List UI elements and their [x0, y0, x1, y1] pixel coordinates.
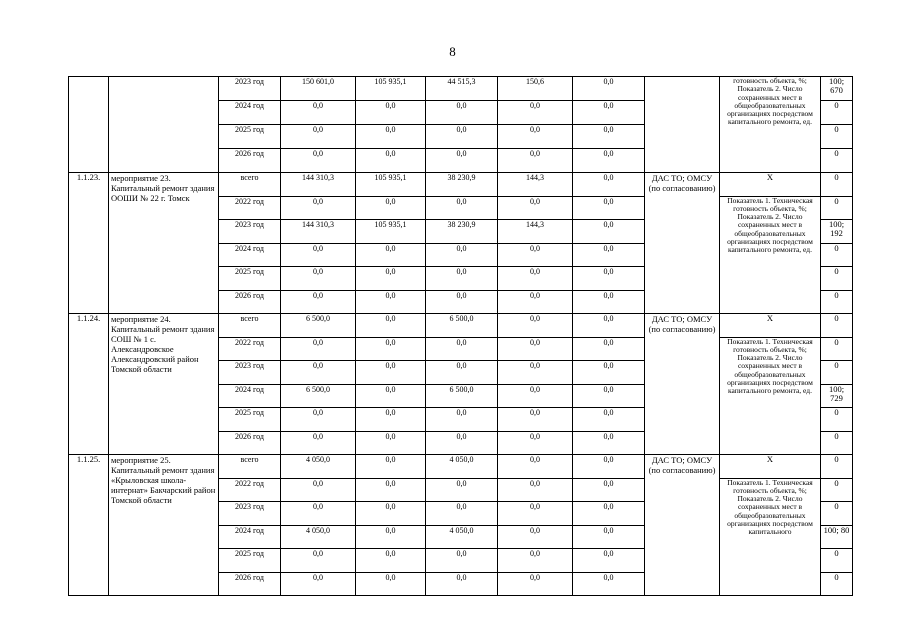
amount-cell-2: 0,0 [356, 337, 426, 361]
amount-cell-3: 0,0 [426, 431, 498, 455]
amount-cell-5: 0,0 [573, 549, 645, 573]
amount-cell-2: 0,0 [356, 408, 426, 432]
amount-cell-3: 0,0 [426, 149, 498, 173]
amount-cell-5: 0,0 [573, 408, 645, 432]
amount-cell-2: 0,0 [356, 384, 426, 408]
amount-cell-5: 0,0 [573, 314, 645, 338]
period-cell: 2023 год [219, 361, 281, 385]
period-cell: 2022 год [219, 337, 281, 361]
target-value-cell: 0 [821, 173, 853, 197]
amount-cell-1: 4 050,0 [281, 525, 356, 549]
amount-cell-4: 0,0 [498, 337, 573, 361]
amount-cell-1: 4 050,0 [281, 455, 356, 479]
amount-cell-5: 0,0 [573, 478, 645, 502]
period-cell: 2025 год [219, 549, 281, 573]
target-value-cell: 100; 80 [821, 525, 853, 549]
target-value-cell: 100; 670 [821, 77, 853, 101]
period-cell: 2025 год [219, 125, 281, 149]
amount-cell-5: 0,0 [573, 337, 645, 361]
amount-cell-2: 0,0 [356, 314, 426, 338]
amount-cell-3: 0,0 [426, 196, 498, 220]
amount-cell-4: 144,3 [498, 173, 573, 197]
amount-cell-3: 0,0 [426, 125, 498, 149]
executor-cell: ДАС ТО; ОМСУ (по согласованию) [645, 314, 720, 455]
period-cell: всего [219, 173, 281, 197]
amount-cell-4: 0,0 [498, 478, 573, 502]
amount-cell-3: 4 050,0 [426, 455, 498, 479]
amount-cell-5: 0,0 [573, 125, 645, 149]
target-value-cell: 0 [821, 243, 853, 267]
amount-cell-5: 0,0 [573, 384, 645, 408]
amount-cell-2: 0,0 [356, 196, 426, 220]
period-cell: всего [219, 314, 281, 338]
amount-cell-2: 105 935,1 [356, 220, 426, 244]
amount-cell-4: 0,0 [498, 431, 573, 455]
amount-cell-1: 0,0 [281, 502, 356, 526]
amount-cell-5: 0,0 [573, 267, 645, 291]
target-value-cell: 0 [821, 572, 853, 596]
amount-cell-4: 0,0 [498, 384, 573, 408]
amount-cell-3: 4 050,0 [426, 525, 498, 549]
target-value-cell: 100; 729 [821, 384, 853, 408]
table-body [69, 77, 853, 596]
table-row [69, 173, 853, 197]
target-value-cell: 0 [821, 549, 853, 573]
period-cell: 2024 год [219, 525, 281, 549]
amount-cell-3: 0,0 [426, 361, 498, 385]
amount-cell-3: 0,0 [426, 290, 498, 314]
amount-cell-1: 0,0 [281, 149, 356, 173]
amount-cell-2: 0,0 [356, 290, 426, 314]
amount-cell-2: 0,0 [356, 431, 426, 455]
indicator-2-text: Показатель 2. Число сохраненных мест в общеобразовательных организациях посредством капитального [727, 494, 813, 537]
amount-cell-1: 6 500,0 [281, 314, 356, 338]
amount-cell-1: 0,0 [281, 337, 356, 361]
target-value-cell: 0 [821, 478, 853, 502]
amount-cell-3: 6 500,0 [426, 314, 498, 338]
amount-cell-4: 0,0 [498, 196, 573, 220]
amount-cell-5: 0,0 [573, 525, 645, 549]
amount-cell-5: 0,0 [573, 220, 645, 244]
period-cell: 2026 год [219, 431, 281, 455]
amount-cell-5: 0,0 [573, 243, 645, 267]
amount-cell-3: 0,0 [426, 243, 498, 267]
amount-cell-1: 144 310,3 [281, 220, 356, 244]
period-cell: 2026 год [219, 290, 281, 314]
amount-cell-1: 144 310,3 [281, 173, 356, 197]
period-cell: всего [219, 455, 281, 479]
target-value-cell: 0 [821, 431, 853, 455]
row-number-cell: 1.1.25. [69, 455, 109, 596]
target-value-cell: 0 [821, 502, 853, 526]
amount-cell-1: 0,0 [281, 431, 356, 455]
row-number-cell: 1.1.23. [69, 173, 109, 314]
amount-cell-1: 0,0 [281, 572, 356, 596]
amount-cell-2: 0,0 [356, 267, 426, 291]
indicator-cell [720, 77, 821, 173]
target-value-cell: 0 [821, 455, 853, 479]
target-value-cell: 0 [821, 408, 853, 432]
amount-cell-1: 0,0 [281, 267, 356, 291]
target-value-cell: 0 [821, 196, 853, 220]
amount-cell-1: 0,0 [281, 196, 356, 220]
amount-cell-4: 0,0 [498, 455, 573, 479]
measure-description-cell: мероприятие 23. Капитальный ремонт здания ООШИ № 22 г. Томск [109, 173, 219, 314]
amount-cell-2: 0,0 [356, 549, 426, 573]
period-cell: 2024 год [219, 384, 281, 408]
amount-cell-5: 0,0 [573, 455, 645, 479]
period-cell: 2023 год [219, 220, 281, 244]
row-number-cell [69, 77, 109, 173]
amount-cell-4: 0,0 [498, 502, 573, 526]
amount-cell-2: 0,0 [356, 525, 426, 549]
amount-cell-3: 38 230,9 [426, 220, 498, 244]
indicator-1-text: Показатель 1. Техническая готовность объекта, %; [727, 196, 813, 213]
amount-cell-2: 0,0 [356, 125, 426, 149]
amount-cell-3: 0,0 [426, 101, 498, 125]
amount-cell-3: 6 500,0 [426, 384, 498, 408]
amount-cell-3: 0,0 [426, 502, 498, 526]
target-value-cell: 0 [821, 267, 853, 291]
target-value-cell: 100; 192 [821, 220, 853, 244]
amount-cell-3: 38 230,9 [426, 173, 498, 197]
amount-cell-2: 0,0 [356, 243, 426, 267]
amount-cell-5: 0,0 [573, 77, 645, 101]
measure-description-cell: мероприятие 25. Капитальный ремонт здания «Крыловская школа-интернат» Бакчарский район Томской области [109, 455, 219, 596]
target-value-cell: 0 [821, 314, 853, 338]
target-value-cell: 0 [821, 125, 853, 149]
x-mark-cell: X [720, 173, 821, 197]
amount-cell-2: 0,0 [356, 502, 426, 526]
amount-cell-5: 0,0 [573, 431, 645, 455]
period-cell: 2023 год [219, 502, 281, 526]
amount-cell-1: 0,0 [281, 478, 356, 502]
amount-cell-1: 0,0 [281, 549, 356, 573]
period-cell: 2022 год [219, 196, 281, 220]
row-number-cell: 1.1.24. [69, 314, 109, 455]
amount-cell-1: 0,0 [281, 408, 356, 432]
indicator-1-text: готовность объекта, %; [733, 76, 807, 85]
amount-cell-2: 0,0 [356, 455, 426, 479]
amount-cell-5: 0,0 [573, 502, 645, 526]
amount-cell-3: 0,0 [426, 408, 498, 432]
period-cell: 2023 год [219, 77, 281, 101]
amount-cell-1: 0,0 [281, 243, 356, 267]
period-cell: 2026 год [219, 149, 281, 173]
period-cell: 2024 год [219, 243, 281, 267]
amount-cell-5: 0,0 [573, 290, 645, 314]
executor-cell: ДАС ТО; ОМСУ (по согласованию) [645, 455, 720, 596]
amount-cell-2: 0,0 [356, 101, 426, 125]
amount-cell-2: 0,0 [356, 572, 426, 596]
target-value-cell: 0 [821, 149, 853, 173]
amount-cell-1: 0,0 [281, 361, 356, 385]
amount-cell-2: 105 935,1 [356, 173, 426, 197]
amount-cell-1: 0,0 [281, 101, 356, 125]
amount-cell-1: 0,0 [281, 290, 356, 314]
executor-cell: ДАС ТО; ОМСУ (по согласованию) [645, 173, 720, 314]
period-cell: 2025 год [219, 408, 281, 432]
amount-cell-2: 0,0 [356, 149, 426, 173]
amount-cell-3: 44 515,3 [426, 77, 498, 101]
amount-cell-4: 150,6 [498, 77, 573, 101]
amount-cell-5: 0,0 [573, 196, 645, 220]
amount-cell-4: 0,0 [498, 149, 573, 173]
amount-cell-4: 0,0 [498, 290, 573, 314]
x-mark-cell: X [720, 455, 821, 479]
table-row [69, 77, 853, 101]
amount-cell-2: 0,0 [356, 361, 426, 385]
target-value-cell: 0 [821, 361, 853, 385]
amount-cell-3: 0,0 [426, 549, 498, 573]
table-row [69, 455, 853, 479]
indicator-2-text: Показатель 2. Число сохраненных мест в общеобразовательных организациях посредством капитального ремонта, ед. [727, 84, 813, 127]
amount-cell-3: 0,0 [426, 572, 498, 596]
amount-cell-4: 0,0 [498, 243, 573, 267]
indicator-cell [720, 196, 821, 314]
indicator-2-text: Показатель 2. Число сохраненных мест в общеобразовательных организациях посредством капитального ремонта, ед. [727, 212, 813, 255]
period-cell: 2024 год [219, 101, 281, 125]
amount-cell-2: 105 935,1 [356, 77, 426, 101]
indicator-1-text: Показатель 1. Техническая готовность объекта, %; [727, 478, 813, 495]
period-cell: 2022 год [219, 478, 281, 502]
period-cell: 2025 год [219, 267, 281, 291]
amount-cell-3: 0,0 [426, 478, 498, 502]
amount-cell-3: 0,0 [426, 337, 498, 361]
amount-cell-2: 0,0 [356, 478, 426, 502]
amount-cell-4: 0,0 [498, 125, 573, 149]
amount-cell-5: 0,0 [573, 361, 645, 385]
amount-cell-4: 0,0 [498, 267, 573, 291]
amount-cell-4: 0,0 [498, 361, 573, 385]
indicator-cell [720, 337, 821, 455]
amount-cell-4: 0,0 [498, 572, 573, 596]
x-mark-cell: X [720, 314, 821, 338]
amount-cell-1: 0,0 [281, 125, 356, 149]
amount-cell-5: 0,0 [573, 149, 645, 173]
table-row [69, 314, 853, 338]
target-value-cell: 0 [821, 337, 853, 361]
amount-cell-4: 0,0 [498, 314, 573, 338]
amount-cell-5: 0,0 [573, 173, 645, 197]
period-cell: 2026 год [219, 572, 281, 596]
amount-cell-1: 150 601,0 [281, 77, 356, 101]
amount-cell-4: 0,0 [498, 408, 573, 432]
amount-cell-5: 0,0 [573, 572, 645, 596]
target-value-cell: 0 [821, 101, 853, 125]
target-value-cell: 0 [821, 290, 853, 314]
amount-cell-4: 144,3 [498, 220, 573, 244]
indicator-cell [720, 478, 821, 596]
indicator-2-text: Показатель 2. Число сохраненных мест в общеобразовательных организациях посредством капитального ремонта, ед. [727, 353, 813, 396]
indicator-1-text: Показатель 1. Техническая готовность объекта, %; [727, 337, 813, 354]
amount-cell-3: 0,0 [426, 267, 498, 291]
program-table [68, 76, 853, 596]
amount-cell-4: 0,0 [498, 101, 573, 125]
amount-cell-1: 6 500,0 [281, 384, 356, 408]
executor-cell [645, 77, 720, 173]
amount-cell-4: 0,0 [498, 549, 573, 573]
amount-cell-4: 0,0 [498, 525, 573, 549]
measure-description-cell [109, 77, 219, 173]
page-number: 8 [449, 44, 456, 59]
measure-description-cell: мероприятие 24. Капитальный ремонт здания СОШ № 1 с. Александровское Александровский район Томской области [109, 314, 219, 455]
amount-cell-5: 0,0 [573, 101, 645, 125]
